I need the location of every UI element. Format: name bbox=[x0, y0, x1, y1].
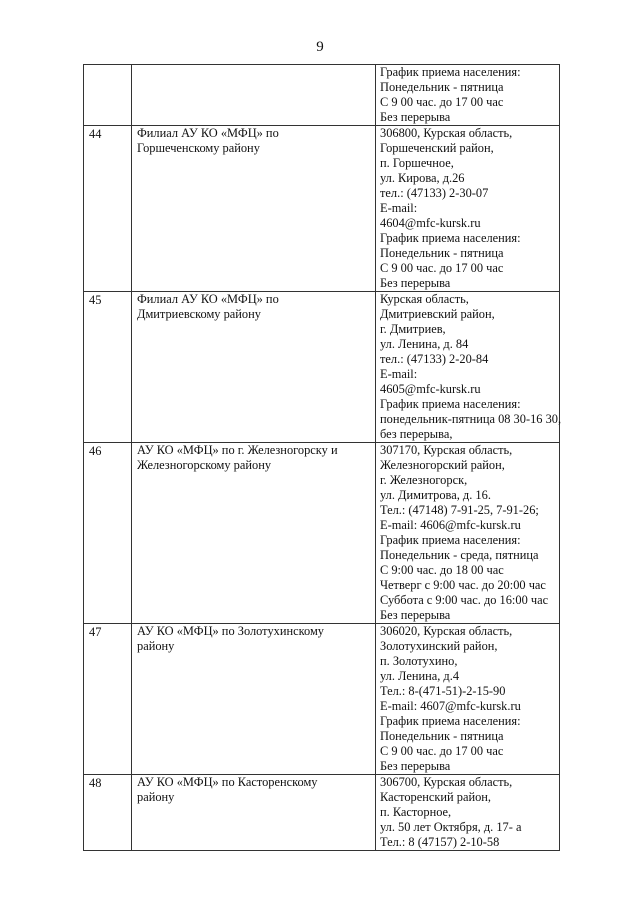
contact-line: График приема населения: bbox=[380, 231, 521, 245]
contact-line: г. Дмитриев, bbox=[380, 322, 446, 336]
contact-line: С 9:00 час. до 18 00 час bbox=[380, 563, 504, 577]
branch-contact-cell bbox=[376, 443, 560, 624]
table-row bbox=[84, 65, 560, 126]
contact-line: ул. Ленина, д.4 bbox=[380, 669, 460, 683]
branch-name-line: АУ КО «МФЦ» по Золотухинскому bbox=[137, 624, 324, 638]
contact-line: Тел.: 8 (47157) 2-10-58 bbox=[380, 835, 500, 849]
branch-name-line: району bbox=[137, 639, 175, 653]
contact-line: 4604@mfc-kursk.ru bbox=[380, 216, 481, 230]
contact-line: Без перерыва bbox=[380, 759, 451, 773]
contact-line: Без перерыва bbox=[380, 276, 451, 290]
contact-line: График приема населения: bbox=[380, 533, 521, 547]
branch-name-line: Дмитриевскому району bbox=[137, 307, 261, 321]
contact-line: тел.: (47133) 2-20-84 bbox=[380, 352, 489, 366]
contact-line: Касторенский район, bbox=[380, 790, 492, 804]
row-number-cell bbox=[84, 292, 132, 443]
branch-contact-cell bbox=[376, 126, 560, 292]
branch-name-cell bbox=[132, 126, 376, 292]
branch-name-line: Филиал АУ КО «МФЦ» по bbox=[137, 292, 279, 306]
branch-name-cell bbox=[132, 624, 376, 775]
contact-line: С 9 00 час. до 17 00 час bbox=[380, 261, 504, 275]
branch-contact-cell bbox=[376, 624, 560, 775]
table-body bbox=[84, 65, 560, 851]
branch-name-line: Филиал АУ КО «МФЦ» по bbox=[137, 126, 279, 140]
branch-name-line: Железногорскому району bbox=[137, 458, 272, 472]
row-number: 45 bbox=[89, 293, 102, 307]
contact-line: без перерыва, bbox=[380, 427, 453, 441]
row-number-cell bbox=[84, 775, 132, 851]
branch-contact-cell bbox=[376, 775, 560, 851]
contact-line: Без перерыва bbox=[380, 110, 451, 124]
row-number-cell bbox=[84, 65, 132, 126]
contact-line: Тел.: 8-(471-51)-2-15-90 bbox=[380, 684, 506, 698]
mfc-branches-table bbox=[83, 64, 560, 851]
contact-line: 307170, Курская область, bbox=[380, 443, 513, 457]
branch-name-line: АУ КО «МФЦ» по г. Железногорску и bbox=[137, 443, 338, 457]
table-row bbox=[84, 443, 560, 624]
contact-line: тел.: (47133) 2-30-07 bbox=[380, 186, 489, 200]
row-number-cell bbox=[84, 126, 132, 292]
contact-line: 306800, Курская область, bbox=[380, 126, 513, 140]
row-number-cell bbox=[84, 443, 132, 624]
contact-line: Железногорский район, bbox=[380, 458, 505, 472]
page-number: 9 bbox=[316, 39, 324, 55]
contact-line: Понедельник - пятница bbox=[380, 80, 504, 94]
contact-line: С 9 00 час. до 17 00 час bbox=[380, 95, 504, 109]
branch-contact-cell bbox=[376, 292, 560, 443]
contact-line: Дмитриевский район, bbox=[380, 307, 495, 321]
row-number-cell bbox=[84, 624, 132, 775]
contact-line: Тел.: (47148) 7-91-25, 7-91-26; bbox=[380, 503, 539, 517]
contact-line: п. Касторное, bbox=[380, 805, 452, 819]
contact-line: п. Горшечное, bbox=[380, 156, 454, 170]
table-row bbox=[84, 775, 560, 851]
contact-line: График приема населения: bbox=[380, 714, 521, 728]
contact-line: Понедельник - пятница bbox=[380, 729, 504, 743]
contact-line: 306700, Курская область, bbox=[380, 775, 513, 789]
contact-line: ул. Димитрова, д. 16. bbox=[380, 488, 491, 502]
contact-line: ул. Кирова, д.26 bbox=[380, 171, 465, 185]
contact-line: График приема населения: bbox=[380, 397, 521, 411]
contact-line: понедельник-пятница 08 30-16 30, bbox=[380, 412, 562, 426]
contact-line: E-mail: bbox=[380, 367, 418, 381]
contact-line: ул. 50 лет Октября, д. 17- а bbox=[380, 820, 522, 834]
table-row bbox=[84, 126, 560, 292]
row-number: 46 bbox=[89, 444, 102, 458]
contact-line: 306020, Курская область, bbox=[380, 624, 513, 638]
branch-name-line: району bbox=[137, 790, 175, 804]
contact-line: г. Железногорск, bbox=[380, 473, 468, 487]
row-number: 44 bbox=[89, 127, 102, 141]
branch-name-cell bbox=[132, 443, 376, 624]
branch-name-line: АУ КО «МФЦ» по Касторенскому bbox=[137, 775, 318, 789]
contact-line: Золотухинский район, bbox=[380, 639, 498, 653]
branch-name-cell bbox=[132, 65, 376, 126]
contact-line: Суббота с 9:00 час. до 16:00 час bbox=[380, 593, 549, 607]
contact-line: График приема населения: bbox=[380, 65, 521, 79]
contact-line: Курская область, bbox=[380, 292, 469, 306]
contact-line: Горшеченский район, bbox=[380, 141, 494, 155]
contact-line: Понедельник - среда, пятница bbox=[380, 548, 539, 562]
branch-name-cell bbox=[132, 775, 376, 851]
contact-line: E-mail: bbox=[380, 201, 418, 215]
contact-line: Без перерыва bbox=[380, 608, 451, 622]
contact-line: Понедельник - пятница bbox=[380, 246, 504, 260]
contact-line: Четверг с 9:00 час. до 20:00 час bbox=[380, 578, 546, 592]
contact-line: ул. Ленина, д. 84 bbox=[380, 337, 469, 351]
table-row bbox=[84, 292, 560, 443]
row-number: 47 bbox=[89, 625, 102, 639]
contact-line: E-mail: 4606@mfc-kursk.ru bbox=[380, 518, 521, 532]
branch-contact-cell bbox=[376, 65, 560, 126]
contact-line: п. Золотухино, bbox=[380, 654, 458, 668]
branch-name-line: Горшеченскому району bbox=[137, 141, 260, 155]
row-number: 48 bbox=[89, 776, 102, 790]
contact-line: E-mail: 4607@mfc-kursk.ru bbox=[380, 699, 521, 713]
contact-line: 4605@mfc-kursk.ru bbox=[380, 382, 481, 396]
branch-name-cell bbox=[132, 292, 376, 443]
contact-line: С 9 00 час. до 17 00 час bbox=[380, 744, 504, 758]
table-row bbox=[84, 624, 560, 775]
